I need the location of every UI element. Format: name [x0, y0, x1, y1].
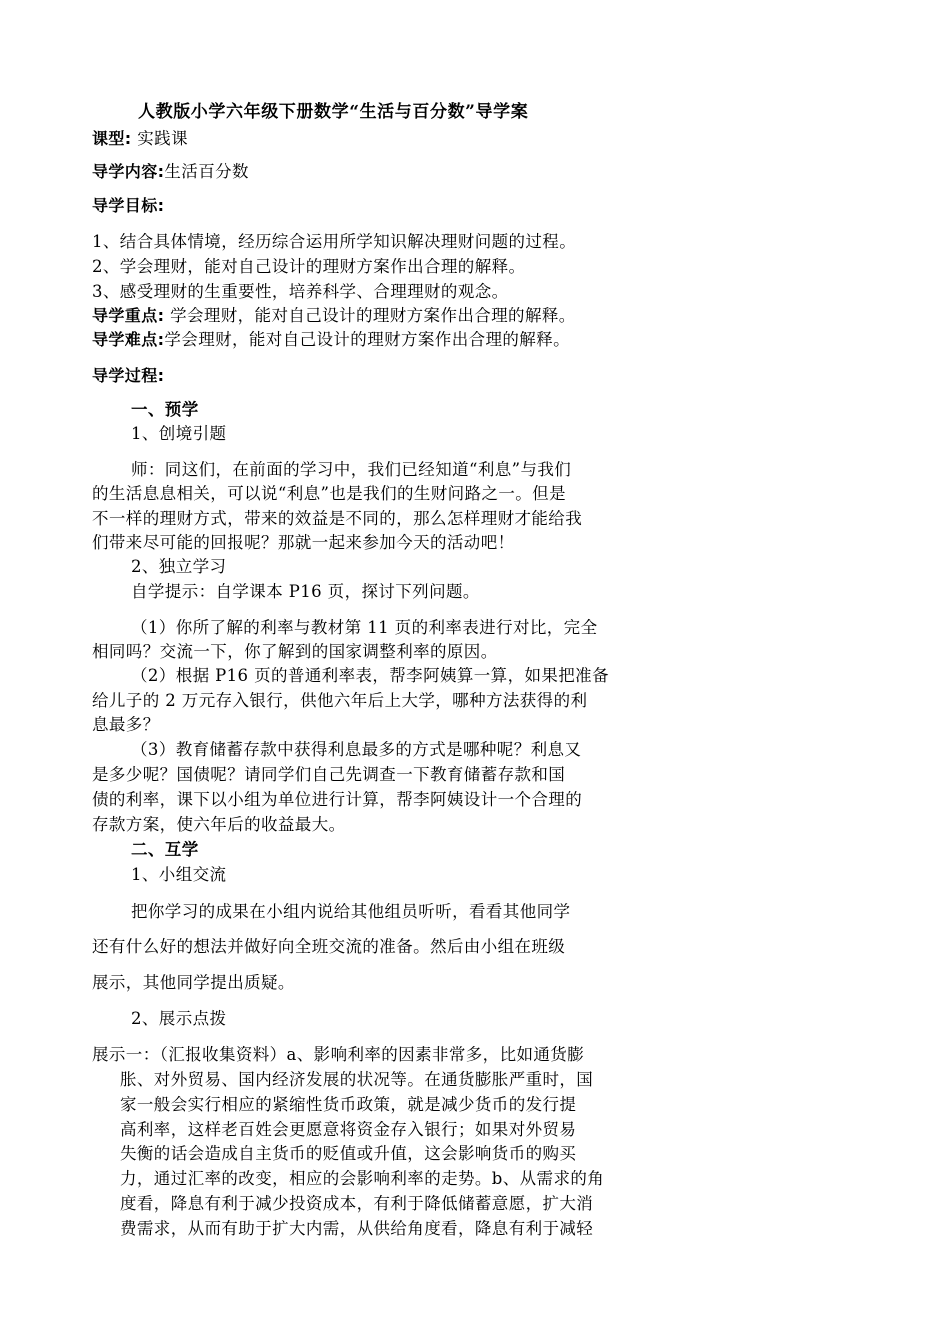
- content-value: 生活百分数: [164, 162, 249, 181]
- question-2-line: （2）根据 P16 页的普通利率表，帮李阿姨算一算，如果把准备: [131, 666, 609, 685]
- section2-sub2: 2、展示点拨: [131, 1009, 227, 1028]
- content-label: 导学内容:: [92, 162, 165, 181]
- course-type-value: 实践课: [137, 129, 188, 148]
- show-line: 家一般会实行相应的紧缩性货币政策，就是减少货币的发行提: [120, 1095, 577, 1114]
- section1-heading: 一、预学: [131, 400, 199, 419]
- teacher-line: 们带来尽可能的回报呢？那就一起来参加今天的活动吧！: [92, 533, 515, 552]
- question-3-line: 存款方案，使六年后的收益最大。: [92, 815, 346, 834]
- show-line: 度看，降息有利于减少投资成本，有利于降低储蓄意愿，扩大消: [120, 1194, 594, 1213]
- process-label: 导学过程:: [92, 366, 165, 385]
- teacher-line: 的生活息息相关，可以说“利息”也是我们的生财问路之一。但是: [92, 484, 566, 503]
- exchange-line: 还有什么好的想法并做好向全班交流的准备。然后由小组在班级: [92, 937, 566, 956]
- show-line: 费需求，从而有助于扩大内需，从供给角度看，降息有利于减轻: [120, 1219, 594, 1238]
- goal-line: 1、结合具体情境，经历综合运用所学知识解决理财问题的过程。: [92, 232, 577, 251]
- teacher-line: 不一样的理财方式，带来的效益是不同的，那么怎样理财才能给我: [92, 509, 583, 528]
- document-title: 人教版小学六年级下册数学“生活与百分数”导学案: [138, 102, 529, 122]
- course-type-label: 课型:: [92, 129, 132, 148]
- section1-sub2: 2、独立学习: [131, 557, 227, 576]
- study-hint: 自学提示：自学课本 P16 页，探讨下列问题。: [131, 582, 480, 601]
- question-3-line: （3）教育储蓄存款中获得利息最多的方式是哪种呢？利息又: [131, 740, 582, 759]
- show-line: 失衡的话会造成自主货币的贬值或升值，这会影响货币的购买: [120, 1144, 577, 1163]
- exchange-line: 把你学习的成果在小组内说给其他组员听听，看看其他同学: [131, 902, 571, 921]
- question-3-line: 债的利率，课下以小组为单位进行计算，帮李阿姨设计一个合理的: [92, 790, 583, 809]
- key-point-value: 学会理财，能对自己设计的理财方案作出合理的解释。: [170, 306, 576, 325]
- question-2-line: 息最多？: [92, 715, 160, 734]
- difficulty-value: 学会理财，能对自己设计的理财方案作出合理的解释。: [164, 330, 571, 349]
- show-line: 展示一：（汇报收集资料）a、影响利率的因素非常多，比如通货膨: [92, 1045, 585, 1064]
- course-type-row: [92, 127, 188, 151]
- question-3-line: 是多少呢？国债呢？请同学们自己先调查一下教育储蓄存款和国: [92, 765, 566, 784]
- show-line: 高利率，这样老百姓会更愿意将资金存入银行；如果对外贸易: [120, 1120, 577, 1139]
- show-line: 胀、对外贸易、国内经济发展的状况等。在通货膨胀严重时，国: [120, 1070, 594, 1089]
- question-1-line: （1）你所了解的利率与教材第 11 页的利率表进行对比，完全: [131, 618, 598, 637]
- difficulty-row: [92, 328, 570, 352]
- key-point-label: 导学重点:: [92, 306, 165, 325]
- section2-heading: 二、互学: [131, 840, 199, 859]
- section1-sub1: 1、创境引题: [131, 424, 227, 443]
- content-row: [92, 160, 249, 184]
- section2-sub1: 1、小组交流: [131, 865, 227, 884]
- exchange-line: 展示，其他同学提出质疑。: [92, 973, 295, 992]
- goal-line: 2、学会理财，能对自己设计的理财方案作出合理的解释。: [92, 257, 526, 276]
- question-1-line: 相同吗？交流一下，你了解到的国家调整利率的原因。: [92, 642, 498, 661]
- goal-line: 3、感受理财的生重要性，培养科学、合理理财的观念。: [92, 282, 509, 301]
- show-line: 力，通过汇率的改变，相应的会影响利率的走势。b、从需求的角: [120, 1169, 605, 1188]
- question-2-line: 给儿子的 2 万元存入银行，供他六年后上大学，哪种方法获得的利: [92, 691, 588, 710]
- teacher-line: 师：同这们，在前面的学习中，我们已经知道“利息”与我们: [131, 460, 572, 479]
- goals-label: 导学目标:: [92, 196, 165, 215]
- key-point-row: [92, 304, 576, 328]
- difficulty-label: 导学难点:: [92, 330, 165, 349]
